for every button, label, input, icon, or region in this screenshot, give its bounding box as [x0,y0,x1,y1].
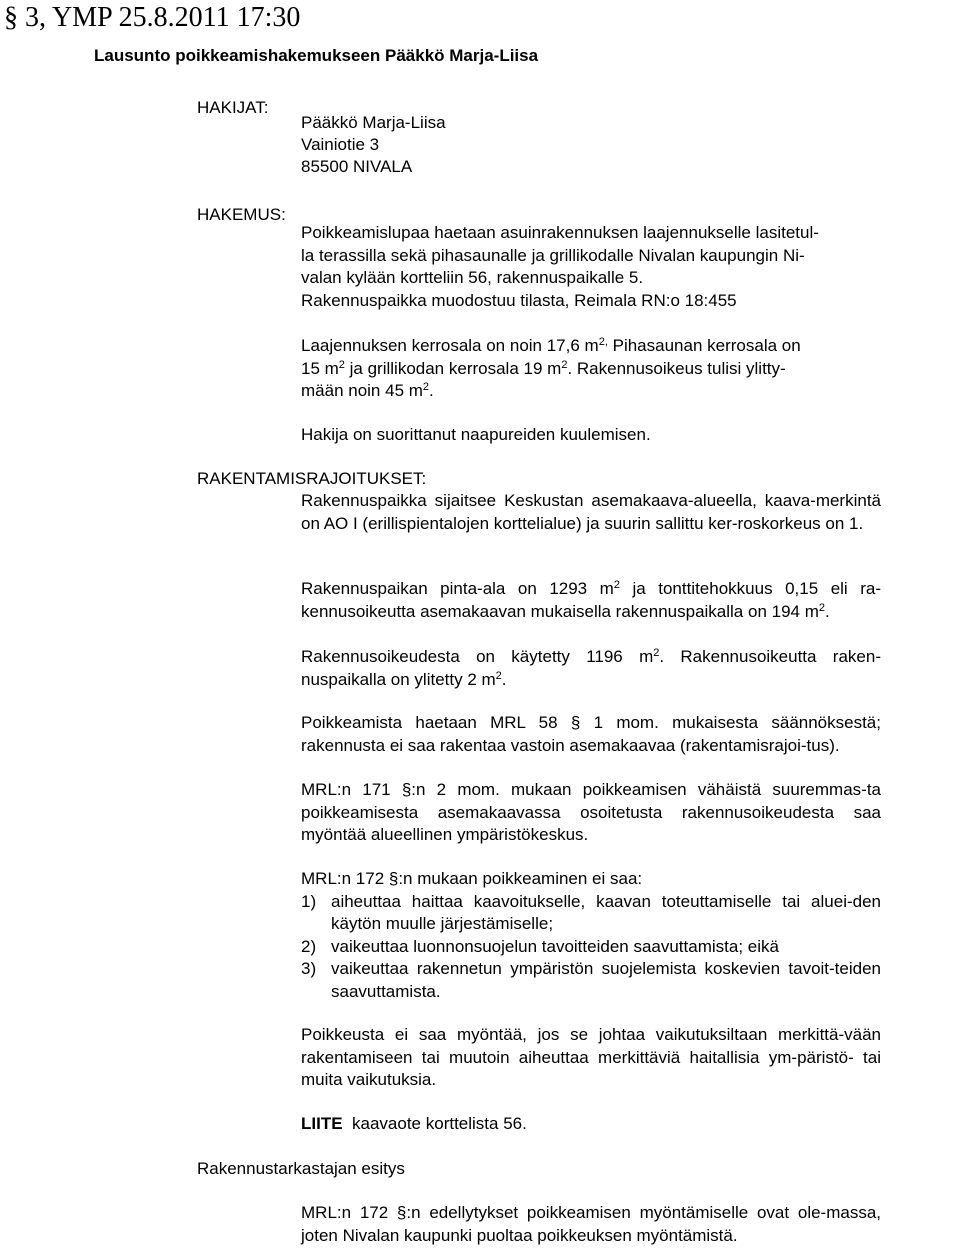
text-fragment: . [825,601,830,621]
superscript: 2 [422,381,430,393]
text-fragment: . [501,669,507,689]
permit-condition-paragraph: Poikkeusta ei saa myöntää, jos se johtaa vaikutuksiltaan merkittä-vään rakentamiseen tai muutoin aiheuttaa merkittäviä haitallisia ym-päristö- tai muita vaikutuksia. [301,1025,881,1089]
text-fragment: Rakennuspaikan pinta-ala on 1293 m [301,579,614,598]
text-fragment: Laajennuksen kerrosala on noin 17,6 m [301,336,599,355]
meeting-header: § 3, YMP 25.8.2011 17:30 [4,2,301,33]
mrl172-section [301,868,881,1003]
list-number: 3) [301,959,317,978]
text-fragment: . Rakennusoikeus tulisi ylitty- [567,358,786,378]
property-paragraph: Rakennuspaikka muodostuu tilasta, Reimala RN:o 18:455 [301,290,737,310]
application-line: la terassilla sekä pihasaunalle ja grillikodalle Nivalan kaupungin Ni- [301,245,805,265]
mrl172-intro: MRL:n 172 §:n mukaan poikkeaminen ei saa: [301,869,643,888]
hearing-paragraph: Hakija on suorittanut naapureiden kuulemisen. [301,425,651,444]
application-line: valan kylään kortteliin 56, rakennuspaikalle 5. [301,268,644,287]
application-label: HAKEMUS: [197,205,286,224]
superscript: 2, [598,336,608,348]
list-number: 2) [301,936,317,956]
document-title: Lausunto poikkeamishakemukseen Pääkkö Marja-Liisa [94,46,539,65]
plot-area-paragraph [301,578,881,623]
mrl58-paragraph: Poikkeamista haetaan MRL 58 § 1 mom. mukaisesta säännöksestä; rakennusta ei saa rakentaa vastoin asemakaavaa (rakentamisrajoi-tus). [301,713,881,755]
applicant-street: Vainiotie 3 [301,135,380,154]
proposal-label: Rakennustarkastajan esitys [197,1159,405,1178]
superscript: 2 [561,358,568,371]
text-fragment: Pihasaunan kerrosala on [607,336,801,355]
zoning-paragraph: Rakennuspaikka sijaitsee Keskustan asemakaava-alueella, kaava-merkintä on AO I (erillispientalojen korttelialue) ja suurin sallittu ker-roskorkeus on 1. [301,491,881,533]
applicant-city: 85500 NIVALA [301,157,413,176]
superscript: 2 [613,579,620,591]
list-text: vaikeuttaa luonnonsuojelun tavoitteiden saavuttamista; eikä [331,936,779,956]
text-fragment: Rakennusoikeudesta on käytetty 1196 m [301,647,654,666]
text-fragment: mään noin 45 m [301,381,423,400]
text-fragment: ja tonttitehokkuus 0,15 eli ra-kennusoikeutta asemakaavan mukaisella rakennuspaikalla on 194 m [301,579,881,621]
attachment-text: kaavaote korttelista 56. [352,1114,527,1133]
applicant-name: Pääkkö Marja-Liisa [301,113,446,132]
list-item [301,958,881,1003]
floor-area-paragraph [301,335,881,403]
applicant-address [301,112,881,178]
list-item [301,936,881,959]
list-number: 1) [301,891,317,911]
application-section [301,222,881,312]
restrictions-label: RAKENTAMISRAJOITUKSET: [197,469,427,488]
list-text: aiheuttaa haittaa kaavoitukselle, kaavan toteuttamiselle tai aluei-den käytön muulle järjestämiselle; [331,891,881,933]
text-fragment: ja grillikodan kerrosala 19 m [344,358,562,378]
superscript: 2 [495,669,502,682]
superscript: 2 [818,601,825,614]
superscript: 2 [653,647,660,659]
proposal-paragraph: MRL:n 172 §:n edellytykset poikkeamisen myöntämiselle ovat ole-massa, joten Nivalan kaupunki puoltaa poikkeuksen myöntämistä. [301,1203,881,1245]
mrl171-paragraph: MRL:n 171 §:n 2 mom. mukaan poikkeamisen vähäistä suuremmas-ta poikkeamisesta asemakaavassa osoitetusta rakennusoikeudesta saa myöntää alueellinen ympäristökeskus. [301,780,881,844]
text-fragment: . Rakennusoikeutta raken-nuspaikalla on ylitetty 2 m [301,647,881,689]
attachment-line [301,1113,881,1136]
attachment-label: LIITE [301,1114,343,1133]
application-line: Poikkeamislupaa haetaan asuinrakennuksen laajennukselle lasitetul- [301,223,819,242]
header-bar [0,0,960,42]
text-fragment: . [429,381,434,400]
list-text: vaikeuttaa rakennetun ympäristön suojelemista koskevien tavoit-teiden saavuttamista. [331,959,881,1001]
used-rights-paragraph [301,646,881,691]
list-item [301,891,881,936]
applicants-label: HAKIJAT: [197,98,269,117]
superscript: 2 [338,358,345,371]
text-fragment: 15 m [301,358,339,378]
